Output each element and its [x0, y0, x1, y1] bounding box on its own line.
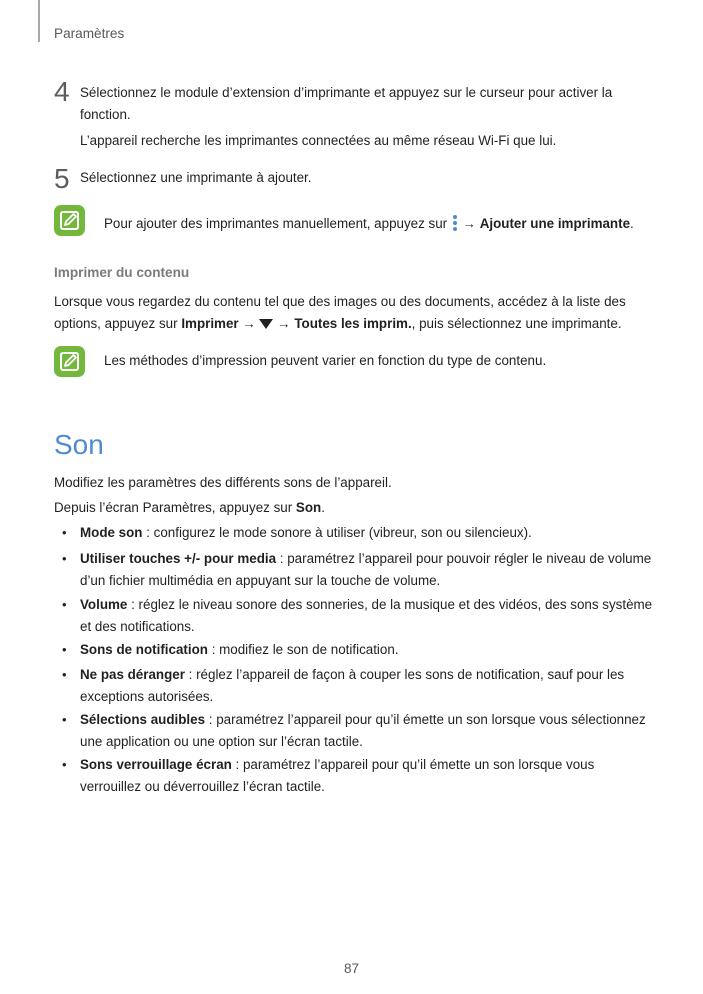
step-instruction: Sélectionnez le module d’extension d’imprimante et appuyez sur le curseur pour activer la fonction. — [80, 85, 613, 122]
note-text: Les méthodes d’impression peuvent varier en fonction du type de contenu. — [104, 353, 547, 368]
paragraph-text: . — [321, 500, 325, 515]
bullet-marker: • — [62, 667, 67, 682]
print-paragraph — [54, 291, 654, 335]
step-number: 4 — [54, 76, 70, 107]
bullet-marker: • — [62, 757, 67, 772]
bullet-term: Mode son — [80, 525, 143, 540]
dropdown-triangle-icon — [259, 319, 273, 329]
section-title: Son — [54, 429, 104, 460]
note-pencil-icon — [54, 346, 85, 377]
bullet-term: Ne pas déranger — [80, 667, 185, 682]
paragraph-line — [54, 313, 654, 335]
bullet-marker: • — [62, 597, 67, 612]
bullet-term: Utiliser touches +/- pour media — [80, 551, 277, 566]
note-pencil-icon — [54, 205, 85, 236]
bullet-description: : modifiez le son de notification. — [207, 642, 399, 657]
menu-option-label: Ajouter une imprimante — [479, 216, 631, 231]
bullet-description: : paramétrez l’appareil pour qu’il émette un son lorsque vous — [231, 757, 595, 772]
bullet-marker: • — [62, 712, 67, 727]
son-intro: Modifiez les paramètres des différents sons de l’appareil. — [54, 475, 392, 490]
list-item — [80, 754, 655, 798]
section-subheading: Imprimer du contenu — [54, 265, 190, 280]
bullet-description: : réglez l’appareil de façon à couper les sons de notification, sauf pour les — [184, 667, 625, 682]
step-instruction: Sélectionnez une imprimante à ajouter. — [80, 170, 312, 185]
bullet-description: : paramétrez l’appareil pour qu’il émette un son lorsque vous sélectionnez — [205, 712, 646, 727]
list-item — [80, 522, 655, 544]
step-number: 5 — [54, 163, 70, 194]
bullet-term: Sons verrouillage écran — [80, 757, 232, 772]
arrow: → — [277, 316, 291, 331]
note-text-part: Pour ajouter des imprimantes manuellement, appuyez sur — [104, 216, 448, 231]
bullet-term: Volume — [80, 597, 128, 612]
arrow: → — [462, 216, 476, 231]
arrow: → — [242, 316, 256, 331]
step-text — [80, 82, 640, 152]
note-text-part: . — [630, 216, 634, 231]
paragraph-line: Lorsque vous regardez du contenu tel que des images ou des documents, accédez à la liste des — [54, 294, 626, 309]
bullet-description: : paramétrez l’appareil pour pouvoir régler le niveau de volume — [276, 551, 652, 566]
paragraph-text: options, appuyez sur — [54, 316, 178, 331]
list-item — [80, 709, 655, 753]
menu-option-label: Toutes les imprim. — [294, 316, 412, 331]
list-item — [80, 639, 655, 661]
bullet-marker: • — [62, 551, 67, 566]
menu-option-label: Imprimer — [181, 316, 239, 331]
bullet-marker: • — [62, 642, 67, 657]
header-side-rule — [38, 0, 40, 42]
son-path — [54, 497, 654, 519]
bullet-description: d’un fichier multimédia en appuyant sur la touche de volume. — [80, 573, 441, 588]
bullet-description: exceptions autorisées. — [80, 689, 214, 704]
more-options-icon — [451, 213, 459, 233]
bullet-description: : réglez le niveau sonore des sonneries, de la musique et des vidéos, des sons système — [127, 597, 653, 612]
bullet-term: Sons de notification — [80, 642, 208, 657]
list-item — [80, 548, 655, 592]
step-detail: L’appareil recherche les imprimantes connectées au même réseau Wi-Fi que lui. — [80, 133, 557, 148]
bullet-description: et des notifications. — [80, 619, 195, 634]
paragraph-text: , puis sélectionnez une imprimante. — [411, 316, 622, 331]
bullet-marker: • — [62, 525, 67, 540]
menu-option-label: Son — [295, 500, 322, 515]
list-item — [80, 594, 655, 638]
page-header: Paramètres — [54, 26, 125, 41]
bullet-description: verrouillez ou déverrouillez l’écran tactile. — [80, 779, 325, 794]
bullet-description: une application ou une option sur l’écran tactile. — [80, 734, 363, 749]
page-number: 87 — [343, 961, 360, 976]
note-text — [104, 213, 634, 235]
bullet-term: Sélections audibles — [80, 712, 206, 727]
paragraph-text: Depuis l’écran Paramètres, appuyez sur — [54, 500, 293, 515]
bullet-description: : configurez le mode sonore à utiliser (vibreur, son ou silencieux). — [142, 525, 532, 540]
list-item — [80, 664, 655, 708]
